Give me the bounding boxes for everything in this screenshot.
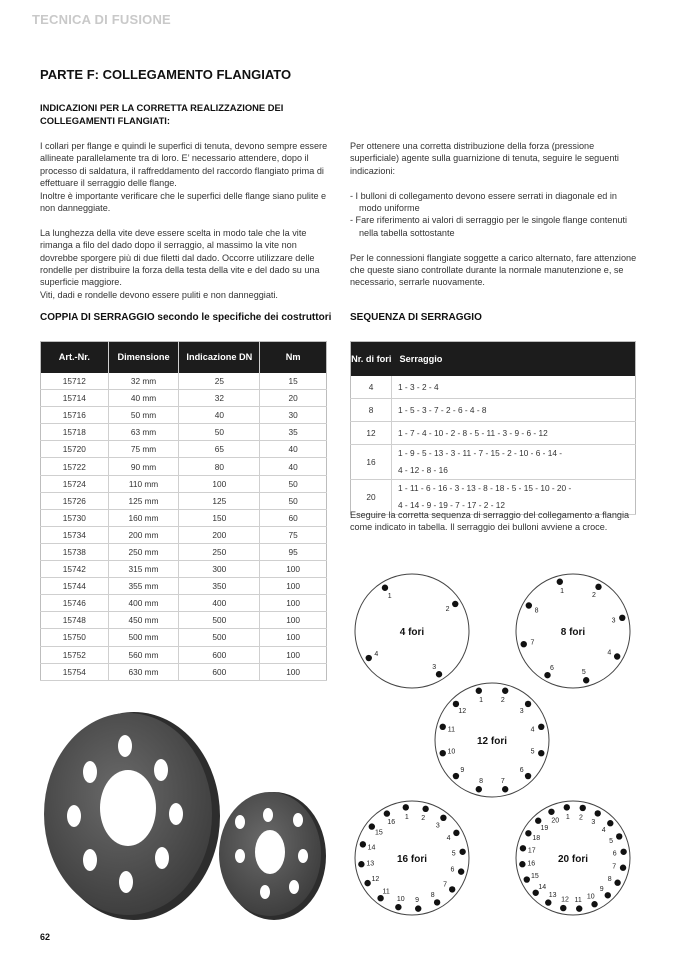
bolt-number-label: 1 (560, 587, 565, 595)
table-cell: 100 (260, 629, 327, 646)
bolt-number-label: 4 (530, 726, 535, 734)
bolt-hole (415, 905, 421, 911)
table-cell: 40 (260, 458, 327, 475)
bolt-number-label: 8 (430, 892, 435, 900)
bolt-hole (538, 750, 544, 756)
bolt-hole (366, 655, 372, 661)
bolt-hole (535, 818, 541, 824)
table-cell: 350 (179, 578, 260, 595)
bolt-hole (620, 865, 626, 871)
paragraph: I collari per flange e quindi le superfici di tenuta, devono sempre essere allineate parallelamente tra di loro. E’ necessario attendere, dopo il processo di saldatura, il raffreddamento del raccordo flangiato prima di effettuare il serraggio delle flange. (40, 141, 328, 189)
table-row (41, 561, 327, 578)
bolt-hole (358, 861, 364, 867)
table-cell: 30 (260, 407, 327, 424)
bolt-number-label: 14 (538, 884, 547, 892)
bolt-number-label: 5 (609, 837, 614, 845)
bolt-hole (545, 899, 551, 905)
table-row (41, 424, 327, 441)
bolt-number-label: 8 (607, 875, 612, 883)
sequence-line: 1 - 5 - 3 - 7 - 2 - 6 - 4 - 8 (398, 404, 487, 415)
table-cell: 40 mm (108, 390, 179, 407)
table-cell: 75 (260, 526, 327, 543)
table-cell: 15752 (41, 646, 109, 663)
bolt-number-label: 4 (374, 650, 379, 658)
table-cell: 125 mm (108, 492, 179, 509)
flange-illustration (36, 706, 332, 928)
table-row (351, 445, 636, 480)
table-cell: 15748 (41, 612, 109, 629)
flange-diagram-20-holes (516, 801, 630, 915)
bolt-number-label: 3 (432, 664, 437, 672)
table-cell: 50 (260, 475, 327, 492)
bolt-number-label: 20 (551, 817, 560, 825)
table-cell: 560 mm (108, 646, 179, 663)
bolt-hole (576, 905, 582, 911)
table-cell: 250 (179, 543, 260, 560)
table-row (41, 663, 327, 680)
diagram-label: 8 fori (560, 627, 586, 638)
table-cell: 32 mm (108, 373, 179, 390)
bolt-number-label: 6 (612, 850, 617, 858)
column-header: Serraggio (392, 342, 636, 377)
sequence-line: 1 - 3 - 2 - 4 (398, 381, 439, 392)
table-cell: 32 (179, 390, 260, 407)
sequence-table-title: SEQUENZA DI SERRAGGIO (350, 312, 482, 323)
paragraph: Per le connessioni flangiate soggette a carico alternato, fare attenzione che queste siano controllate durante la normale manutenzione e, se necessario, serrarle nuovamente. (350, 252, 637, 288)
bolt-hole (384, 810, 390, 816)
bolt-hole (614, 880, 620, 886)
table-cell: 500 (179, 612, 260, 629)
table-row (41, 509, 327, 526)
table-cell: 355 mm (108, 578, 179, 595)
bolt-number-label: 3 (611, 617, 616, 625)
table-cell: 500 mm (108, 629, 179, 646)
large-flange-image (44, 712, 220, 920)
table-cell: 100 (260, 663, 327, 680)
flange-diagram-4-holes (355, 574, 469, 688)
bolt-hole (595, 584, 601, 590)
sequence-cell (392, 376, 636, 399)
sequence-line: 1 - 9 - 5 - 13 - 3 - 11 - 7 - 15 - 2 - 10 - 6 - 14 - (398, 448, 563, 458)
column-header: Nr. di fori (351, 342, 392, 377)
table-cell: 300 (179, 561, 260, 578)
sequence-cell (392, 399, 636, 422)
table-cell: 15724 (41, 475, 109, 492)
bolt-hole (360, 841, 366, 847)
left-column-text (40, 140, 330, 314)
bolt-hole (557, 579, 563, 585)
table-row (351, 422, 636, 445)
diagram-label: 12 fori (476, 736, 508, 747)
table-row (41, 458, 327, 475)
list-item: - Fare riferimento ai valori di serraggio per le singole flange contenuti nella tabella sottostante (350, 215, 627, 238)
bolt-number-label: 5 (530, 748, 535, 756)
table-cell: 200 mm (108, 526, 179, 543)
bolt-hole (434, 899, 440, 905)
table-cell: 15744 (41, 578, 109, 595)
table-cell: 15712 (41, 373, 109, 390)
bolt-number-label: 10 (447, 748, 456, 756)
diagram-label: 20 fori (557, 854, 589, 865)
table-cell: 15742 (41, 561, 109, 578)
table-row (41, 526, 327, 543)
table-cell: 150 (179, 509, 260, 526)
bolt-hole (525, 830, 531, 836)
bolt-number-label: 8 (479, 778, 484, 786)
table-row (41, 595, 327, 612)
bolt-hole (595, 810, 601, 816)
table-cell: 25 (179, 373, 260, 390)
bolt-number-label: 12 (371, 876, 380, 884)
bolt-number-label: 2 (592, 592, 596, 600)
bolt-hole (440, 750, 446, 756)
table-cell: 100 (179, 475, 260, 492)
bolt-number-label: 1 (404, 813, 409, 821)
bolt-hole (580, 805, 586, 811)
bolt-number-label: 6 (519, 767, 524, 775)
bolt-number-label: 7 (500, 778, 505, 786)
bolt-number-label: 15 (531, 873, 539, 881)
table-cell: 500 (179, 629, 260, 646)
bolt-number-label: 5 (581, 669, 586, 677)
table-cell: 110 mm (108, 475, 179, 492)
table-cell: 90 mm (108, 458, 179, 475)
bolt-number-label: 1 (387, 592, 392, 600)
table-cell: 35 (260, 424, 327, 441)
table-cell: 160 mm (108, 509, 179, 526)
bolt-hole (524, 876, 530, 882)
table-cell: 15714 (41, 390, 109, 407)
bolt-number-label: 4 (607, 649, 612, 657)
bolt-number-label: 6 (550, 664, 554, 672)
bolt-hole (525, 773, 531, 779)
table-cell: 15750 (41, 629, 109, 646)
small-flange-image (219, 792, 326, 920)
paragraph: Per ottenere una corretta distribuzione della forza (pressione superficiale) agente sulla guarnizione di tenuta, seguire le seguenti indicazioni: (350, 141, 619, 176)
sequence-note: Eseguire la corretta sequenza di serraggio del collegamento a flangia come indicato in tabella. Il serraggio dei bulloni avviene a croce. (350, 510, 630, 533)
bolt-number-label: 3 (435, 822, 440, 830)
paragraph: Viti, dadi e rondelle devono essere puliti e non danneggiati. (40, 289, 278, 300)
bolt-hole (436, 671, 442, 677)
instruction-list (350, 190, 637, 240)
bolt-hole (591, 901, 597, 907)
table-cell: 15726 (41, 492, 109, 509)
bolt-number-label: 12 (561, 896, 569, 904)
bolt-number-label: 1 (565, 813, 570, 821)
table-cell: 95 (260, 543, 327, 560)
holes-cell: 12 (351, 422, 392, 445)
table-cell: 15718 (41, 424, 109, 441)
torque-table (40, 341, 327, 681)
bolt-number-label: 17 (527, 847, 536, 855)
bolt-number-label: 11 (574, 897, 582, 905)
bolt-hole (449, 886, 455, 892)
bolt-number-label: 4 (446, 834, 451, 842)
table-cell: 400 (179, 595, 260, 612)
diagram-label: 4 fori (399, 627, 425, 638)
column-header: Indicazione DN (179, 342, 260, 374)
bolt-number-label: 11 (447, 726, 456, 734)
table-cell: 100 (260, 612, 327, 629)
bolt-hole (403, 804, 409, 810)
bolt-hole (453, 830, 459, 836)
bolt-number-label: 2 (500, 696, 505, 704)
sequence-table (350, 341, 636, 515)
bolt-hole (544, 672, 550, 678)
table-cell: 600 (179, 663, 260, 680)
table-cell: 15 (260, 373, 327, 390)
bolt-number-label: 16 (387, 818, 396, 826)
table-row (41, 373, 327, 390)
table-row (41, 543, 327, 560)
torque-table-title: COPPIA DI SERRAGGIO secondo le specifiche dei costruttori (40, 312, 332, 323)
bolt-hole (614, 653, 620, 659)
bolt-number-label: 13 (366, 860, 375, 868)
table-row (41, 407, 327, 424)
holes-cell: 4 (351, 376, 392, 399)
table-cell: 125 (179, 492, 260, 509)
bolt-hole (476, 786, 482, 792)
table-row (351, 399, 636, 422)
holes-cell: 16 (351, 445, 392, 480)
table-cell: 100 (260, 578, 327, 595)
table-cell: 15738 (41, 543, 109, 560)
bolt-number-label: 19 (540, 824, 549, 832)
table-cell: 60 (260, 509, 327, 526)
bolt-hole (520, 845, 526, 851)
table-row (41, 629, 327, 646)
bolt-hole (377, 895, 383, 901)
bolt-number-label: 3 (591, 818, 596, 826)
table-cell: 80 (179, 458, 260, 475)
bolt-number-label: 2 (579, 814, 583, 822)
bolt-number-label: 6 (450, 866, 455, 874)
table-row (41, 646, 327, 663)
bolt-hole (525, 701, 531, 707)
table-cell: 75 mm (108, 441, 179, 458)
bolt-hole (440, 815, 446, 821)
table-row (41, 492, 327, 509)
bolt-number-label: 5 (451, 850, 456, 858)
bolt-number-label: 7 (612, 863, 617, 871)
bolt-hole (395, 904, 401, 910)
sequence-line: 1 - 11 - 6 - 16 - 3 - 13 - 8 - 18 - 5 - 15 - 10 - 20 - (398, 483, 572, 493)
table-cell: 15746 (41, 595, 109, 612)
bolt-pattern-diagrams (344, 572, 644, 922)
table-cell: 450 mm (108, 612, 179, 629)
table-cell: 400 mm (108, 595, 179, 612)
bolt-hole (502, 786, 508, 792)
bolt-hole (519, 861, 525, 867)
bolt-number-label: 16 (527, 860, 536, 868)
table-row (351, 376, 636, 399)
bolt-hole (452, 601, 458, 607)
table-row (41, 390, 327, 407)
bolt-hole (459, 849, 465, 855)
table-cell: 40 (179, 407, 260, 424)
table-cell: 100 (260, 646, 327, 663)
flange-diagram-12-holes (435, 683, 549, 797)
column-header: Art.-Nr. (41, 342, 109, 374)
table-cell: 20 (260, 390, 327, 407)
flange-diagram-8-holes (516, 574, 630, 688)
table-cell: 100 (260, 561, 327, 578)
part-title: PARTE F: COLLEGAMENTO FLANGIATO (40, 67, 292, 82)
table-cell: 15734 (41, 526, 109, 543)
bolt-hole (607, 820, 613, 826)
table-cell: 200 (179, 526, 260, 543)
table-cell: 250 mm (108, 543, 179, 560)
bolt-number-label: 15 (375, 829, 383, 837)
bolt-number-label: 2 (445, 606, 450, 614)
bolt-hole (616, 833, 622, 839)
table-row (41, 612, 327, 629)
column-header: Nm (260, 342, 327, 374)
column-header: Dimensione (108, 342, 179, 374)
right-column-text (350, 140, 637, 301)
table-cell: 15722 (41, 458, 109, 475)
table-cell: 15716 (41, 407, 109, 424)
bolt-hole (453, 773, 459, 779)
bolt-number-label: 10 (396, 895, 405, 903)
table-cell: 15720 (41, 441, 109, 458)
bolt-hole (458, 868, 464, 874)
table-row (41, 441, 327, 458)
flange-diagram-16-holes (355, 801, 469, 915)
bolt-hole (526, 602, 532, 608)
bolt-hole (619, 615, 625, 621)
instructions-heading: INDICAZIONI PER LA CORRETTA REALIZZAZIONE DEI COLLEGAMENTI FLANGIATI: (40, 102, 284, 126)
diagram-label: 16 fori (396, 854, 428, 865)
sequence-cell (392, 422, 636, 445)
bolt-hole (502, 688, 508, 694)
table-cell: 100 (260, 595, 327, 612)
table-cell: 63 mm (108, 424, 179, 441)
table-cell: 315 mm (108, 561, 179, 578)
table-cell: 630 mm (108, 663, 179, 680)
bolt-number-label: 14 (367, 844, 376, 852)
list-item: - I bulloni di collegamento devono essere serrati in diagonale ed in modo uniforme (350, 190, 617, 214)
table-row (41, 475, 327, 492)
bolt-number-label: 9 (599, 886, 604, 894)
table-cell: 40 (260, 441, 327, 458)
bolt-hole (521, 641, 527, 647)
table-cell: 600 (179, 646, 260, 663)
bolt-hole (476, 688, 482, 694)
bolt-hole (620, 849, 626, 855)
bolt-hole (548, 809, 554, 815)
paragraph: Inoltre è importante verificare che le superfici delle flange siano pulite e non danneggiate. (40, 190, 327, 214)
sequence-line: 4 - 14 - 9 - 19 - 7 - 17 - 2 - 12 (398, 500, 505, 510)
bolt-hole (364, 880, 370, 886)
bolt-number-label: 13 (548, 892, 557, 900)
bolt-number-label: 2 (421, 815, 426, 823)
table-cell: 65 (179, 441, 260, 458)
bolt-hole (538, 724, 544, 730)
bolt-number-label: 7 (530, 639, 535, 647)
table-cell: 15754 (41, 663, 109, 680)
bolt-number-label: 4 (601, 826, 606, 834)
bolt-number-label: 9 (460, 767, 465, 775)
table-cell: 50 mm (108, 407, 179, 424)
bolt-number-label: 1 (479, 696, 484, 704)
bolt-number-label: 9 (415, 897, 420, 905)
table-cell: 50 (179, 424, 260, 441)
bolt-hole (605, 892, 611, 898)
section-header: TECNICA DI FUSIONE (32, 12, 171, 27)
bolt-hole (382, 585, 388, 591)
table-row (41, 578, 327, 595)
bolt-hole (583, 677, 589, 683)
table-cell: 15730 (41, 509, 109, 526)
bolt-hole (560, 905, 566, 911)
bolt-number-label: 10 (586, 893, 595, 901)
bolt-hole (422, 806, 428, 812)
table-cell: 50 (260, 492, 327, 509)
holes-cell: 8 (351, 399, 392, 422)
paragraph: La lunghezza della vite deve essere scelta in modo tale che la vite rimanga a filo del dado dopo il serraggio, al massimo la vite non dovrebbe sporgere più di due filetti dal dado. Occorre utilizzare delle rondelle per distribuire la forza della testa della vite e del dado su una superficie maggiore. (40, 227, 320, 288)
sequence-line: 4 - 12 - 8 - 16 (398, 465, 448, 475)
bolt-number-label: 3 (519, 707, 524, 715)
bolt-hole (440, 724, 446, 730)
holes-cell: 20 (351, 480, 392, 515)
sequence-cell (392, 445, 636, 480)
sequence-line: 1 - 7 - 4 - 10 - 2 - 8 - 5 - 11 - 3 - 9 - 6 - 12 (398, 427, 548, 438)
bolt-number-label: 8 (534, 607, 539, 615)
page-number: 62 (40, 932, 51, 942)
bolt-number-label: 18 (532, 835, 541, 843)
bolt-number-label: 12 (458, 707, 467, 715)
bolt-number-label: 7 (443, 881, 448, 889)
bolt-hole (564, 804, 570, 810)
bolt-number-label: 11 (382, 888, 390, 896)
bolt-hole (453, 701, 459, 707)
